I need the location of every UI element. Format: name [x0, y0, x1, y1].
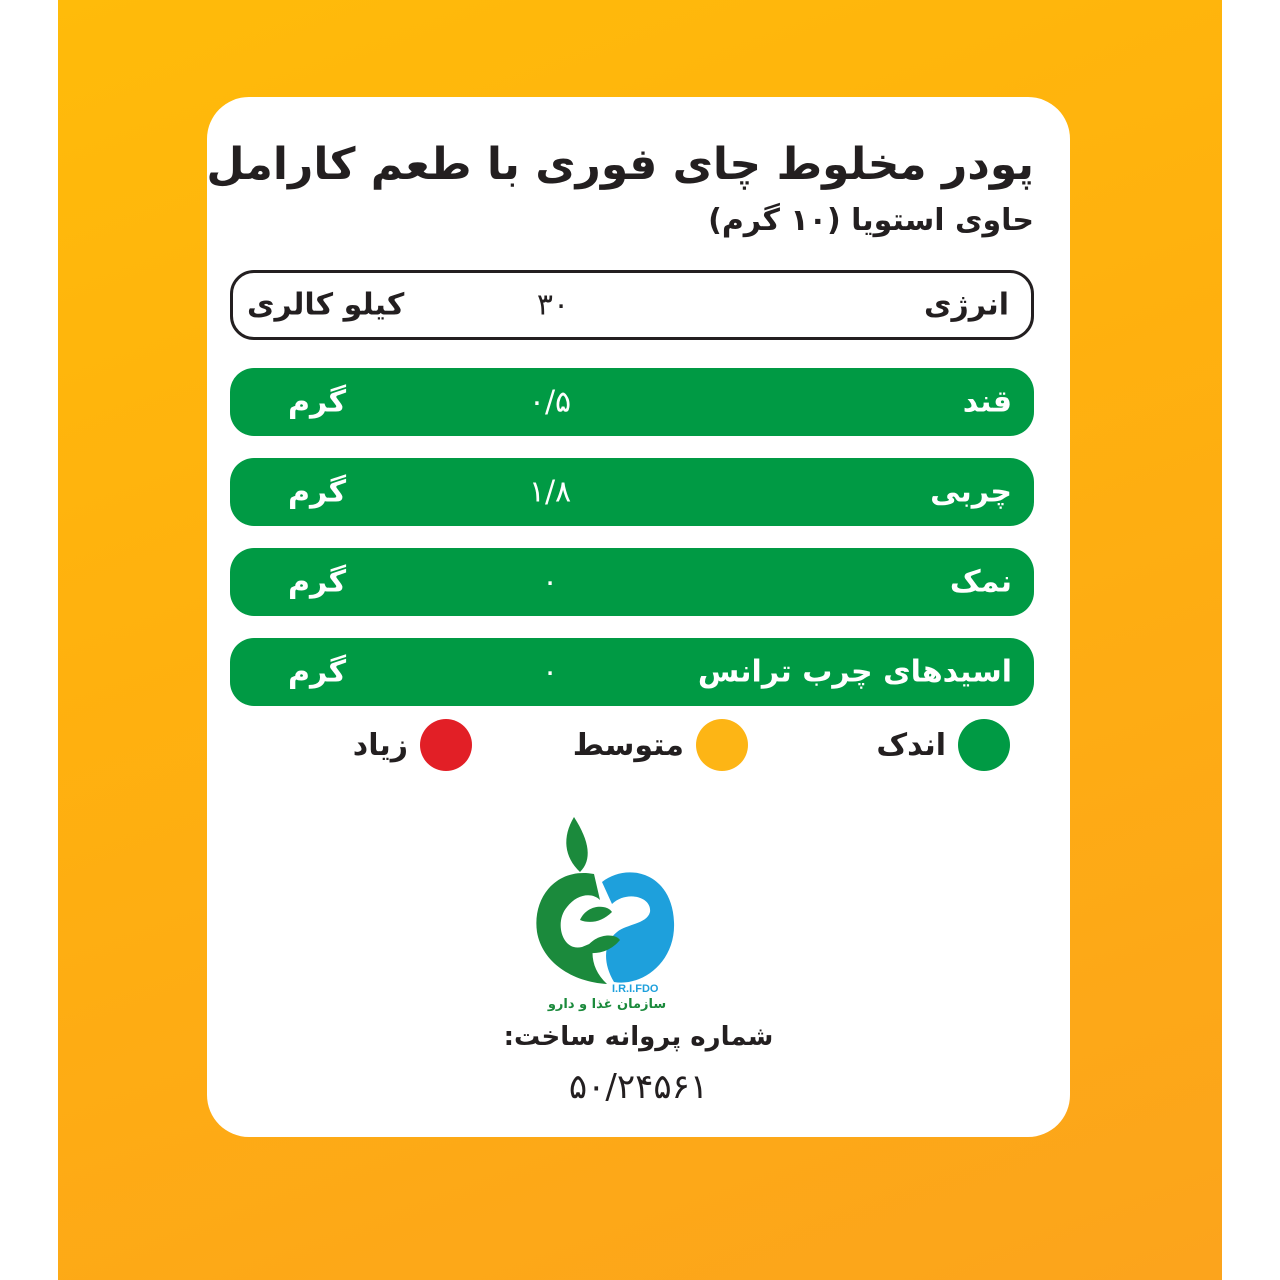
nutrient-label: نمک: [949, 564, 1012, 600]
nutrient-row-fat: [230, 458, 1034, 526]
product-subtitle: حاوی استویا (۱۰ گرم): [708, 203, 1034, 238]
nutrient-row-trans-fat: [230, 638, 1034, 706]
svg-text:I.R.I.FDO: I.R.I.FDO: [612, 983, 659, 995]
nutrient-value: ۰: [541, 654, 559, 690]
legend-item-low: [876, 719, 1010, 771]
nutrient-unit: گرم: [288, 384, 347, 420]
nutrient-row-salt: [230, 548, 1034, 616]
fda-logo: [532, 812, 682, 1012]
traffic-light-legend: [207, 719, 1070, 775]
svg-text:سازمان غذا و دارو: سازمان غذا و دارو: [547, 997, 667, 1012]
legend-item-medium: [573, 719, 748, 771]
legend-label: متوسط: [572, 727, 684, 763]
yellow-dot-icon: [696, 719, 748, 771]
nutrient-label: اسیدهای چرب ترانس: [697, 654, 1012, 690]
legend-item-high: [353, 719, 472, 771]
nutrient-value: ۱/۸: [528, 474, 572, 510]
energy-label: انرژی: [924, 287, 1009, 323]
license-number: ۵۰/۲۴۵۶۱: [568, 1067, 709, 1107]
green-dot-icon: [958, 719, 1010, 771]
nutrient-value: ۰: [541, 564, 559, 600]
license-label: شماره پروانه ساخت:: [503, 1022, 774, 1052]
nutrient-label: چربی: [930, 474, 1012, 510]
nutrient-unit: گرم: [288, 654, 347, 690]
nutrient-value: ۰/۵: [528, 384, 572, 420]
nutrition-label-card: [207, 97, 1070, 1137]
energy-row: [230, 270, 1034, 340]
red-dot-icon: [420, 719, 472, 771]
nutrient-unit: گرم: [288, 564, 347, 600]
product-title: پودر مخلوط چای فوری با طعم کارامل: [206, 139, 1034, 190]
energy-unit: کیلو کالری: [247, 287, 405, 323]
legend-label: اندک: [876, 727, 946, 763]
nutrient-label: قند: [962, 384, 1012, 420]
nutrient-row-sugar: [230, 368, 1034, 436]
fda-apple-leaf-icon: [532, 812, 682, 1012]
legend-label: زیاد: [352, 727, 408, 763]
nutrient-unit: گرم: [288, 474, 347, 510]
energy-value: ۳۰: [536, 287, 570, 323]
